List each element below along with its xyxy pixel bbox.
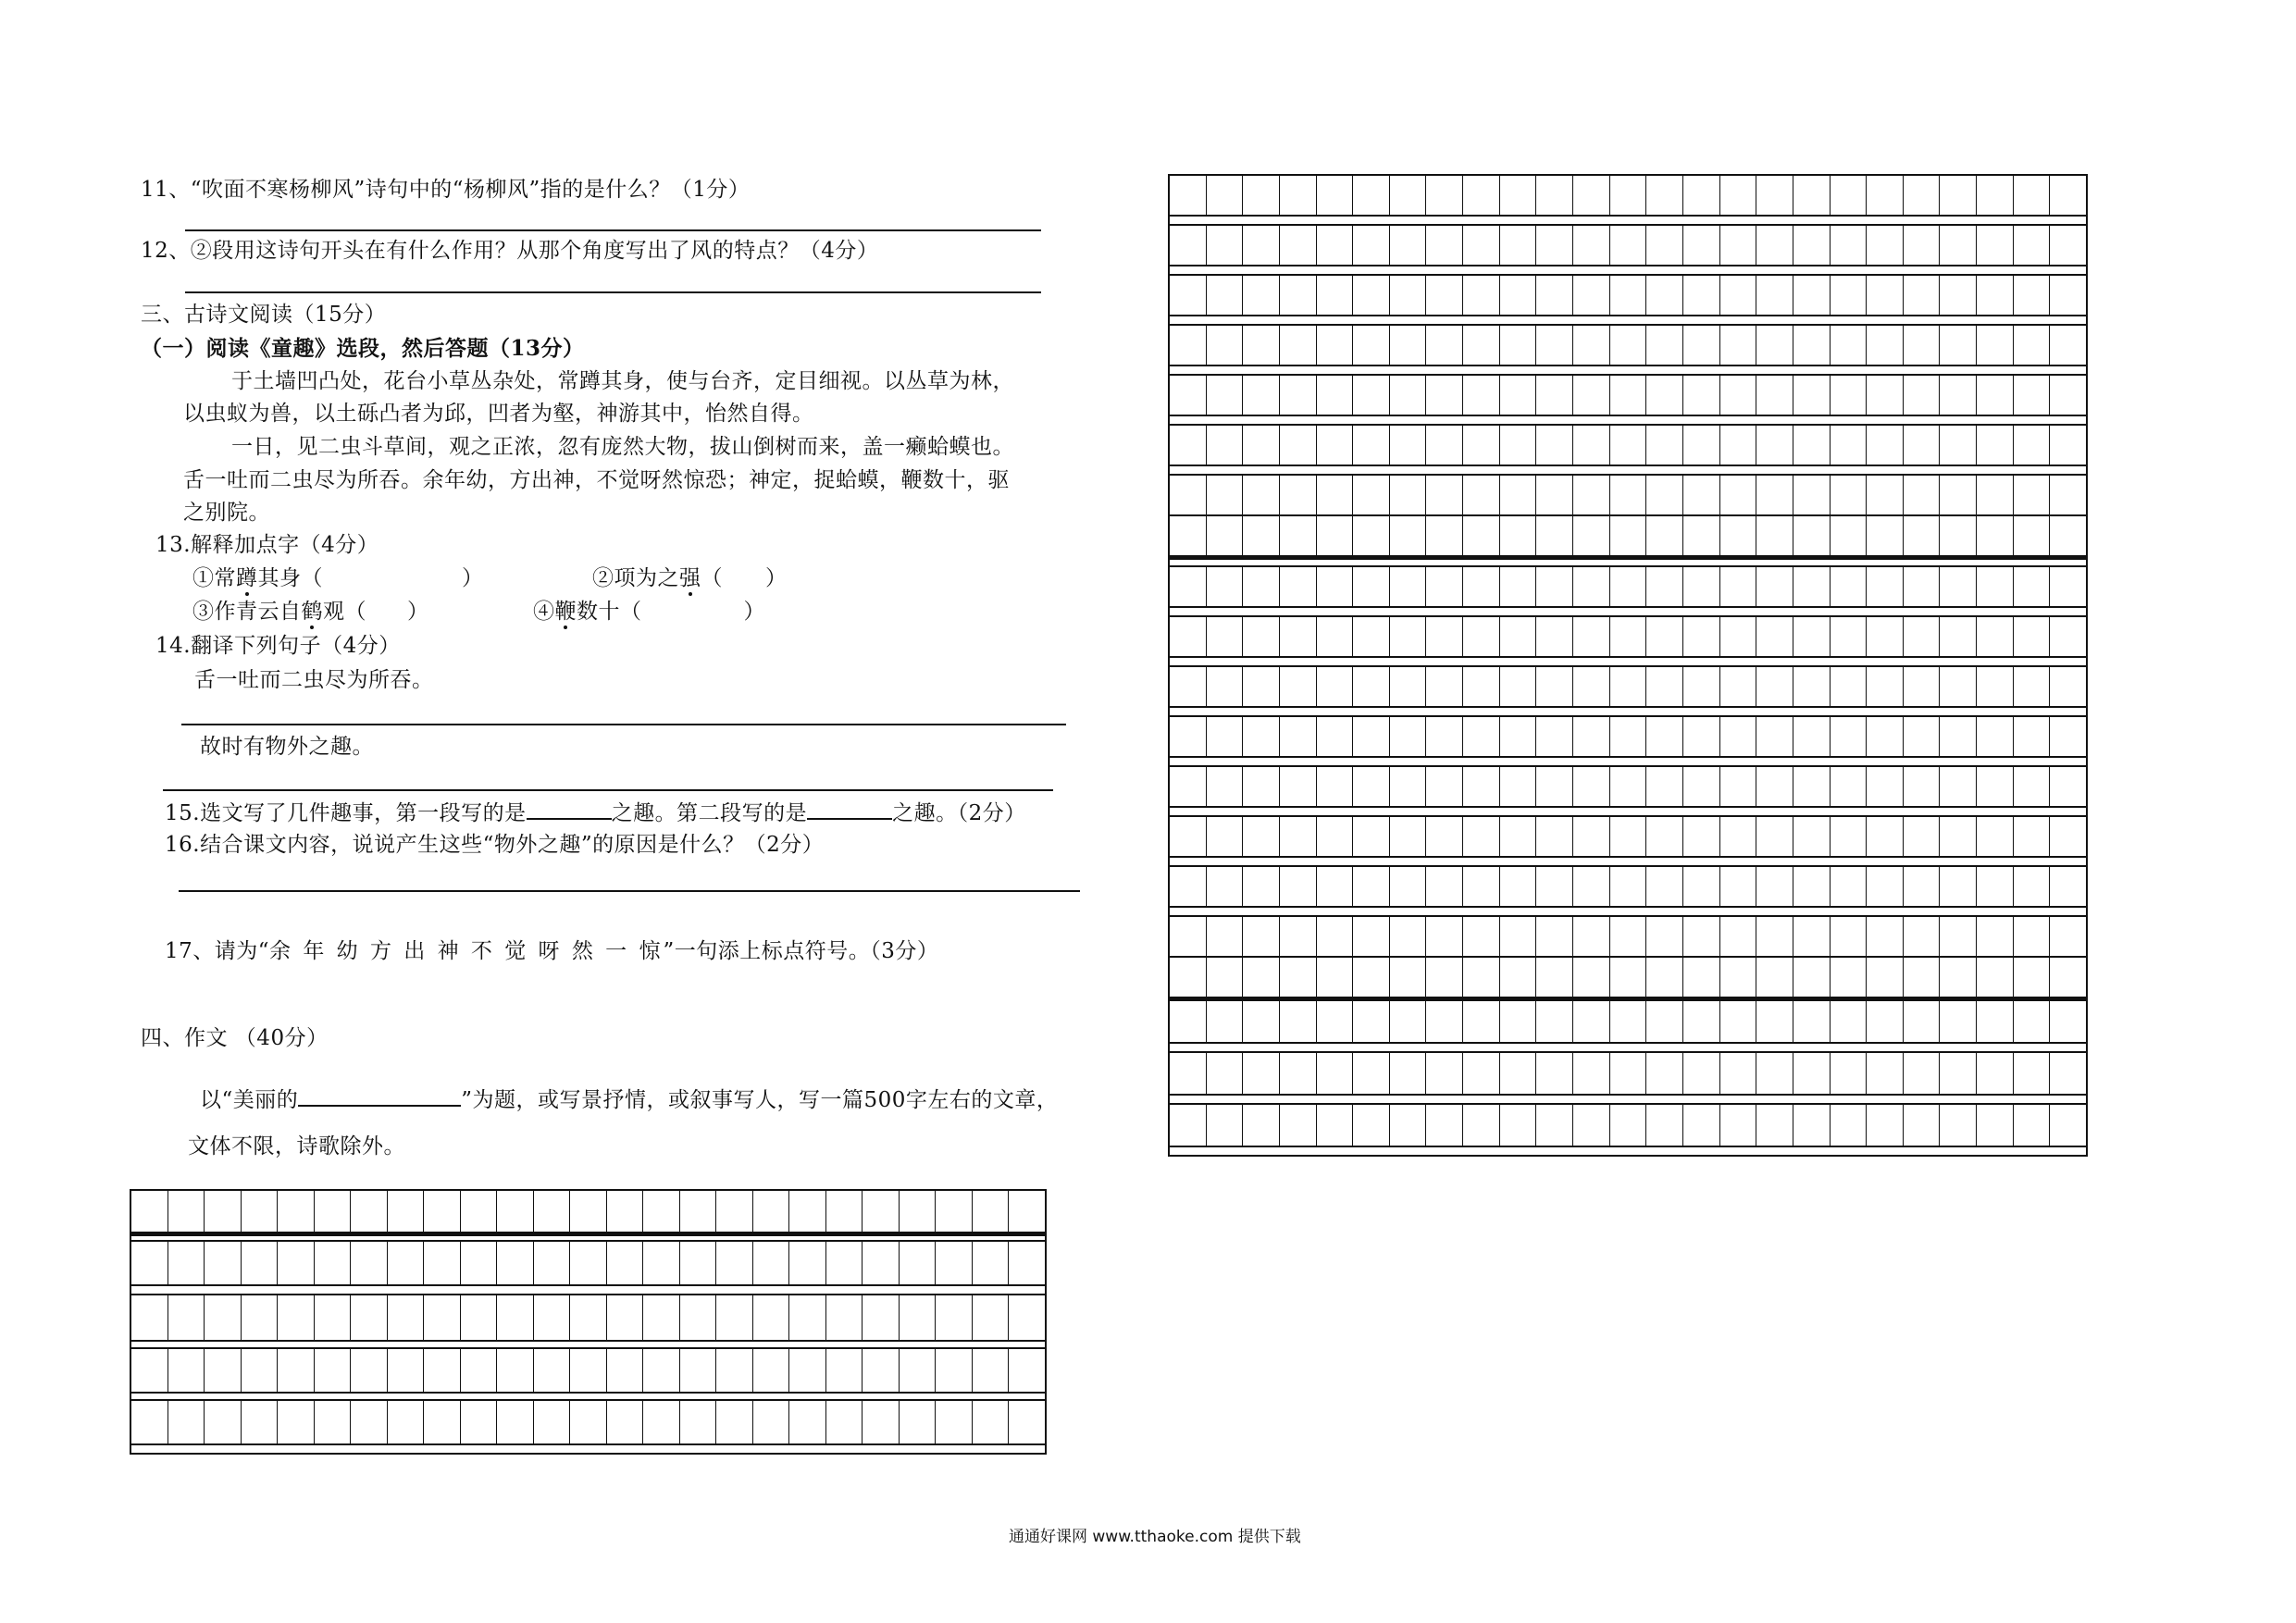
question-14: 14.翻译下列句子（4分） (155, 634, 401, 658)
dotted-char: 鞭 (554, 600, 577, 624)
grid-row[interactable] (131, 1191, 1045, 1233)
answer-line-16[interactable] (179, 890, 1080, 892)
grid-row[interactable] (1170, 176, 2086, 217)
grid-separator (1170, 266, 2086, 276)
grid-separator (1170, 416, 2086, 426)
answer-line-12[interactable] (185, 291, 1041, 293)
q13-item-text: ④ (533, 600, 555, 624)
dotted-char: 蹲 (236, 566, 258, 590)
essay-title-blank[interactable] (298, 1084, 461, 1107)
section-3-heading: 三、古诗文阅读（15分） (141, 303, 387, 327)
question-11: 11、“吹面不寒杨柳风”诗句中的“杨柳风”指的是什么？（1分） (141, 178, 751, 202)
grid-row[interactable] (1170, 276, 2086, 316)
grid-separator (1170, 1044, 2086, 1053)
q13-item-4 (533, 598, 765, 626)
grid-separator (1170, 808, 2086, 817)
answer-line-14-1[interactable] (181, 724, 1066, 725)
passage-line: 舌一吐而二虫尽为所吞。余年幼，方出神，不觉呀然惊恐；神定，捉蛤蟆，鞭数十，驱 (183, 468, 1010, 492)
passage-line: 以虫蚁为兽，以土砾凸者为邱，凹者为壑，神游其中，怡然自得。 (183, 402, 814, 426)
grid-row[interactable] (1170, 717, 2086, 758)
q13-item-text: 观（ (323, 600, 366, 624)
grid-separator (131, 1233, 1045, 1242)
part-1-heading: （一）阅读《童趣》选段，然后答题（13分） (141, 336, 585, 361)
grid-separator (1170, 908, 2086, 917)
grid-row[interactable] (1170, 667, 2086, 708)
grid-row[interactable] (1170, 867, 2086, 908)
question-13: 13.解释加点字（4分） (155, 533, 379, 557)
grid-separator (1170, 658, 2086, 667)
grid-row[interactable] (1170, 226, 2086, 266)
answer-line-14-2[interactable] (163, 789, 1053, 791)
question-12: 12、②段用这诗句开头在有什么作用？从那个角度写出了风的特点？（4分） (141, 239, 879, 263)
grid-row[interactable] (1170, 958, 2086, 1001)
q13-item-text: ） (765, 566, 788, 590)
grid-row[interactable] (1170, 1053, 2086, 1096)
grid-row[interactable] (1170, 476, 2086, 516)
q13-item-text: ） (407, 600, 429, 624)
question-16: 16.结合课文内容，说说产生这些“物外之趣”的原因是什么？（2分） (165, 833, 825, 857)
grid-separator (1170, 758, 2086, 767)
grid-separator (1170, 366, 2086, 376)
q13-item-3 (192, 598, 429, 626)
passage-line: 于土墙凹凸处，花台小草丛杂处，常蹲其身，使与台齐，定目细视。以丛草为林， (231, 369, 1014, 393)
dotted-char: 强 (679, 566, 701, 590)
q17-text: ”一句添上标点符号。（3分） (663, 939, 939, 963)
blank-15-1[interactable] (527, 798, 612, 820)
grid-separator (1170, 608, 2086, 617)
grid-separator (1170, 858, 2086, 867)
grid-row[interactable] (1170, 617, 2086, 658)
grid-separator (1170, 708, 2086, 717)
section-4-heading: 四、作文 （40分） (141, 1026, 329, 1050)
grid-row[interactable] (1170, 1001, 2086, 1044)
question-17 (165, 937, 938, 965)
grid-row[interactable] (131, 1349, 1045, 1394)
grid-separator (131, 1286, 1045, 1295)
dotted-char: 鹤 (301, 600, 323, 624)
q13-item-text: ） (462, 566, 484, 590)
footer-credit: 通通好课网 www.tthaoke.com 提供下载 (1009, 1528, 1301, 1546)
q15-text: 之趣。第二段写的是 (611, 801, 808, 825)
q13-item-text: 数十（ (577, 600, 642, 624)
grid-row[interactable] (1170, 516, 2086, 560)
essay-prompt-line-2: 文体不限，诗歌除外。 (188, 1134, 405, 1158)
grid-row[interactable] (131, 1401, 1045, 1445)
grid-separator (1170, 217, 2086, 226)
blank-15-2[interactable] (807, 798, 892, 820)
q17-sentence: 余 年 幼 方 出 神 不 觉 呀 然 一 惊 (269, 939, 664, 963)
grid-separator (131, 1394, 1045, 1401)
q15-text: 15.选文写了几件趣事，第一段写的是 (165, 801, 527, 825)
grid-row[interactable] (1170, 917, 2086, 958)
grid-row[interactable] (1170, 817, 2086, 858)
q13-item-text: ①常 (192, 566, 236, 590)
grid-row[interactable] (1170, 1105, 2086, 1147)
q17-text: 17、请为“ (165, 939, 270, 963)
grid-row[interactable] (1170, 426, 2086, 466)
grid-separator (1170, 316, 2086, 326)
grid-separator (1170, 1096, 2086, 1105)
essay-prompt-text: ”为题，或写景抒情，或叙事写人，写一篇500字左右的文章， (461, 1088, 1059, 1112)
answer-line-11[interactable] (185, 229, 1041, 231)
passage-line: 一日，见二虫斗草间，观之正浓，忽有庞然大物，拔山倒树而来，盖一癞蛤蟆也。 (231, 435, 1014, 459)
writing-grid-left[interactable] (130, 1189, 1047, 1455)
grid-separator (1170, 466, 2086, 476)
grid-row[interactable] (1170, 767, 2086, 808)
grid-separator (1170, 1147, 2086, 1155)
q13-item-text: ③作青云自 (192, 600, 302, 624)
q15-text: 之趣。（2分） (892, 801, 1026, 825)
essay-prompt-text: 以“美丽的 (200, 1088, 299, 1112)
q13-item-text: ） (743, 600, 765, 624)
grid-row[interactable] (1170, 326, 2086, 366)
grid-row[interactable] (131, 1295, 1045, 1342)
q13-item-text: 其身（ (257, 566, 323, 590)
grid-row[interactable] (1170, 376, 2086, 416)
grid-row[interactable] (131, 1242, 1045, 1286)
grid-row[interactable] (1170, 567, 2086, 608)
translate-sentence-1: 舌一吐而二虫尽为所吞。 (194, 668, 434, 692)
essay-prompt-line-1 (200, 1084, 1058, 1114)
grid-separator (131, 1342, 1045, 1349)
q13-item-text: ②项为之 (592, 566, 679, 590)
q13-item-1 (192, 564, 484, 592)
q13-item-2 (592, 564, 788, 592)
writing-grid-right[interactable] (1168, 174, 2088, 1157)
question-15 (165, 798, 1026, 827)
passage-line: 之别院。 (183, 501, 270, 525)
grid-separator (131, 1445, 1045, 1453)
translate-sentence-2: 故时有物外之趣。 (200, 735, 374, 759)
grid-separator (1170, 560, 2086, 567)
q13-item-text: （ (701, 566, 723, 590)
